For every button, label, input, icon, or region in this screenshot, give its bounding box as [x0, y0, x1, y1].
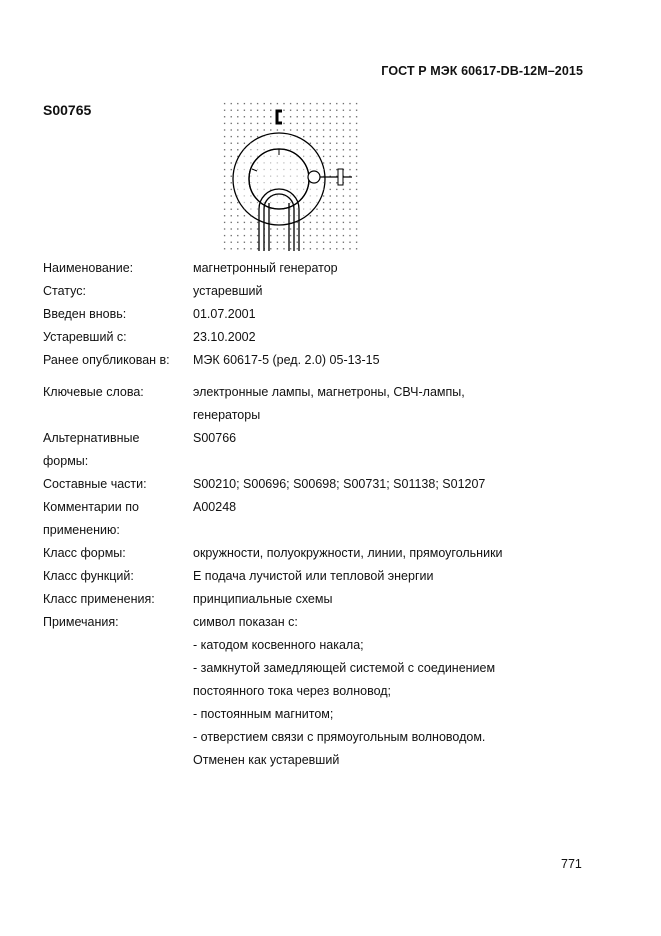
field-value: символ показан с:: [193, 615, 298, 629]
field-function-class-row: [43, 565, 603, 588]
symbol-code: S00765: [43, 102, 92, 118]
field-label: Комментарии по: [43, 500, 139, 514]
field-label: Класс применения:: [43, 592, 155, 606]
field-value: A00248: [193, 500, 237, 514]
field-label: Класс формы:: [43, 546, 126, 560]
field-value: электронные лампы, магнетроны, СВЧ-лампы,: [193, 385, 465, 399]
field-label: Наименование:: [43, 261, 134, 275]
field-value: постоянного тока через волновод;: [193, 684, 392, 698]
field-label: Статус:: [43, 284, 86, 298]
field-published-row: [43, 349, 603, 372]
field-name-row: [43, 257, 603, 280]
field-value: окружности, полуокружности, линии, прямоугольники: [193, 546, 503, 560]
field-label: формы:: [43, 454, 89, 468]
field-value: 23.10.2002: [193, 330, 256, 344]
field-label: Составные части:: [43, 477, 147, 491]
field-label: Примечания:: [43, 615, 119, 629]
field-value: - замкнутой замедляющей системой с соединением: [193, 661, 496, 675]
field-value: - постоянным магнитом;: [193, 707, 334, 721]
page-number: 771: [561, 857, 582, 871]
field-label: Класс функций:: [43, 569, 134, 583]
field-value: - отверстием связи с прямоугольным волноводом.: [193, 730, 486, 744]
document-header: ГОСТ Р МЭК 60617-DB-12M–2015: [381, 64, 583, 78]
field-obsolete-row: [43, 326, 603, 349]
field-value: принципиальные схемы: [193, 592, 333, 606]
field-application-class-row: [43, 588, 603, 611]
field-components-row: [43, 473, 603, 496]
field-value: S00210; S00696; S00698; S00731; S01138; S01207: [193, 477, 486, 491]
field-shape-class-row: [43, 542, 603, 565]
field-label: Ключевые слова:: [43, 385, 144, 399]
magnetron-generator-symbol-icon: [222, 101, 358, 256]
field-value: - катодом косвенного накала;: [193, 638, 364, 652]
field-keywords-row: [43, 381, 603, 427]
field-introduced-row: [43, 303, 603, 326]
field-value: устаревший: [193, 284, 263, 298]
field-label: применению:: [43, 523, 120, 537]
field-value: магнетронный генератор: [193, 261, 338, 275]
field-notes-row: [43, 611, 603, 772]
field-value: Отменен как устаревший: [193, 753, 340, 767]
field-label: Устаревший с:: [43, 330, 127, 344]
field-label: Альтернативные: [43, 431, 140, 445]
field-list: [43, 257, 603, 772]
field-label: Введен вновь:: [43, 307, 127, 321]
field-value: 01.07.2001: [193, 307, 256, 321]
field-value: E подача лучистой или тепловой энергии: [193, 569, 434, 583]
field-label: Ранее опубликован в:: [43, 353, 170, 367]
field-comments-row: [43, 496, 603, 542]
field-value: генераторы: [193, 408, 261, 422]
field-alternative-row: [43, 427, 603, 473]
field-status-row: [43, 280, 603, 303]
field-value: МЭК 60617-5 (ред. 2.0) 05-13-15: [193, 353, 380, 367]
field-value: S00766: [193, 431, 237, 445]
